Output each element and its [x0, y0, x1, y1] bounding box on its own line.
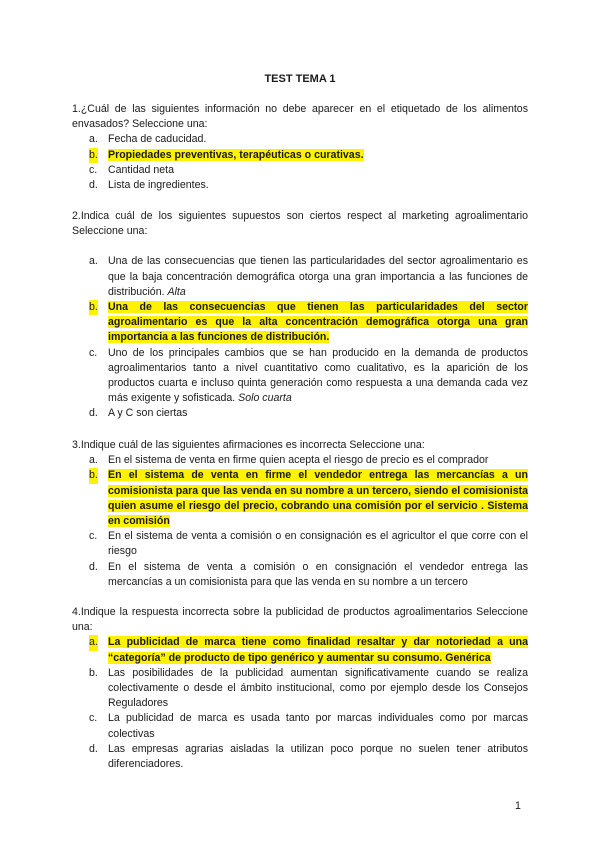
option-d: [72, 560, 528, 590]
question-text: 3.Indique cuál de las siguientes afirmaciones es incorrecta Seleccione una:: [72, 439, 425, 451]
question-4: [72, 605, 528, 772]
option-b-correct: [72, 148, 528, 163]
option-letter: b.: [89, 148, 98, 163]
option-text: Una de las consecuencias que tienen las particularidades del sector agroalimentario es que la baja concentración demográfica otorga una gran importancia a las funciones de distribución.: [108, 255, 528, 298]
option-text: Propiedades preventivas, terapéuticas o curativas.: [108, 148, 364, 161]
option-text: Fecha de caducidad.: [108, 133, 207, 146]
options-list: [72, 132, 528, 193]
option-c: [72, 711, 528, 741]
option-text: Las empresas agrarias aisladas la utilizan poco porque no suelen tener atributos diferenciadores.: [108, 742, 528, 771]
options-list: [72, 635, 528, 772]
option-letter: a.: [89, 635, 98, 650]
option-note: Solo cuarta: [238, 392, 292, 405]
option-letter: d.: [89, 179, 98, 192]
option-text: La publicidad de marca es usada tanto por marcas individuales como por marcas colectivas: [108, 712, 528, 740]
option-note: Alta: [167, 285, 186, 298]
options-list: [72, 453, 528, 590]
option-letter: d.: [89, 407, 98, 420]
question-2: [72, 209, 528, 422]
option-d: [72, 178, 528, 193]
option-letter: d.: [89, 560, 98, 573]
option-c: [72, 529, 528, 559]
option-letter: d.: [89, 742, 98, 755]
option-c: [72, 346, 528, 407]
option-text: Las posibilidades de la publicidad aumentan significativamente cuando se realiza colectivamente o desde el ámbito institucional, como por ejemplo desde los Consejos Reguladores: [108, 666, 528, 710]
option-letter: b.: [89, 468, 98, 483]
option-letter: a.: [89, 454, 98, 467]
option-a: [72, 132, 528, 147]
question-text: 1.¿Cuál de las siguientes información no debe aparecer en el etiquetado de los alimentos envasados? Seleccione una:: [72, 103, 528, 131]
page-number: 1: [515, 800, 521, 812]
option-letter: c.: [89, 530, 98, 543]
option-text: Cantidad neta: [108, 163, 174, 176]
option-letter: c.: [89, 712, 98, 725]
option-d: [72, 742, 528, 772]
options-list: [72, 254, 528, 421]
option-a: [72, 254, 528, 300]
option-text: Lista de ingredientes.: [108, 179, 209, 192]
question-1: [72, 102, 528, 193]
option-letter: b.: [89, 300, 98, 315]
option-text: A y C son ciertas: [108, 407, 188, 420]
option-text: Una de las consecuencias que tienen las particularidades del sector agroalimentario es que la alta concentración demográfica otorga una gran importancia a las funciones de distribución.: [108, 301, 528, 344]
option-letter: a.: [89, 133, 98, 146]
option-text: En el sistema de venta a comisión o en consignación el vendedor entrega las mercancías a un comisionista para que las venda en su nombre a un tercero: [108, 560, 528, 588]
option-letter: a.: [89, 255, 98, 268]
option-letter: b.: [89, 666, 98, 679]
question-text: 4.Indique la respuesta incorrecta sobre la publicidad de productos agroalimentarios Seleccione una:: [72, 606, 528, 634]
option-b: [72, 666, 528, 712]
question-3: [72, 438, 528, 590]
option-b-correct: [72, 468, 528, 529]
option-letter: c.: [89, 346, 98, 359]
question-text: 2.Indica cuál de los siguientes supuestos son ciertos respect al marketing agroalimentario Seleccione una:: [72, 210, 528, 238]
option-text: En el sistema de venta en firme quien acepta el riesgo de precio es el comprador: [108, 454, 489, 467]
page-title: TEST TEMA 1: [264, 73, 336, 85]
option-c: [72, 163, 528, 178]
option-b-correct: [72, 300, 528, 346]
option-text: La publicidad de marca tiene como finalidad resaltar y dar notoriedad a una “categoría” de producto de tipo genérico y aumentar su consumo. Genérica: [108, 636, 528, 664]
option-d: [72, 406, 528, 421]
option-text: En el sistema de venta en firme el vendedor entrega las mercancías a un comisionista para que las venda en su nombre a un tercero, siendo el comisionista quien asume el riesgo del precio, cobrando una comisión por el servicio . Sistema en comisión: [108, 469, 528, 528]
option-letter: c.: [89, 163, 98, 176]
option-a: [72, 453, 528, 468]
option-a-correct: [72, 635, 528, 665]
option-text: En el sistema de venta a comisión o en consignación es el agricultor el que corre con el riesgo: [108, 530, 528, 558]
option-text: Uno de los principales cambios que se han producido en la demanda de productos agroalimentarios tanto a nivel cuantitativo como cualitativo, es la aparición de los productos cuarta e incluso quinta generación como respuesta a una demanda cada vez más exigente y sofisticada.: [108, 346, 528, 405]
